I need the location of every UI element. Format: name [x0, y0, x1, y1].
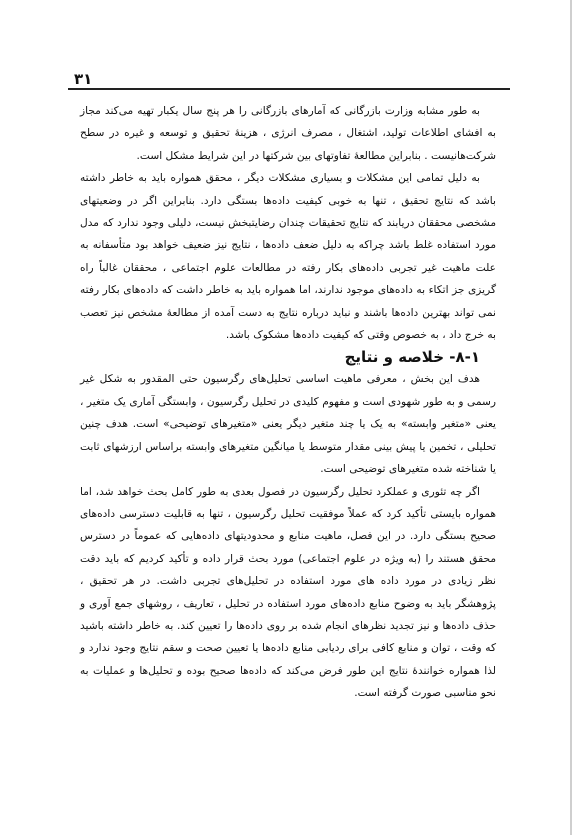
page-body [80, 100, 496, 705]
section-heading: ۸-۱- خلاصه و نتایج [344, 348, 480, 367]
paragraph: اگر چه تئوری و عملکرد تحلیل رگرسیون در فصول بعدی به طور کامل بحث خواهد شد، اما همواره بایستی تأکید کرد که عملاً موفقیت تحلیل رگرسیون ، تنها به قابلیت دسترسی داده‌های صحیح بستگی دارد. در این فصل، ماهیت منابع و محدودیتهای داده‌هایی که عموماً در دسترس محقق هستند را (به ویژه در علوم اجتماعی) مورد بحث قرار داده و تأکید کردیم که باید دقت نظر زیادی در مورد داده های مورد استفاده در تحلیل‌های تجربی داشت. در هر تحقیق ، پژوهشگر باید به وضوح منابع داده‌های مورد استفاده در تحلیل ، تعاریف ، روشهای جمع آوری و حذف داده‌ها و نیز تجدید نظرهای انجام شده بر روی داده‌ها را تعیین کند. به خاطر داشته باشید که وقت ، توان و منابع کافی برای ردیابی منابع داده‌ها یا تعیین صحت و سقم نتایج وجود ندارد و لذا همواره خوانندهٔ نتایج این طور فرض می‌کند که داده‌ها صحیح بوده و تحلیل‌ها و عملیات به نحو مناسبی صورت گرفته است. [80, 485, 496, 700]
header-rule [68, 88, 510, 90]
paragraph: به دلیل تمامی این مشکلات و بسیاری مشکلات دیگر ، محقق همواره باید به خاطر داشته باشد که نتایج تحقیق ، تنها به خوبی کیفیت داده‌ها بستگی دارد. بنابراین اگر در وضعیتهای مشخصی محققان دریابند که نتایج تحقیقات چندان رضایتبخش نیست، دلیلی وجود ندارد که مدل مورد استفاده غلط باشد چراکه به دلیل ضعف داده‌ها ، نتایج نیز ضعیف خواهد بود متأسفانه به علت ماهیت غیر تجربی داده‌های بکار رفته در مطالعات علوم اجتماعی ، محققان غالباً راه گریزی جز اتکاء به داده‌های موجود ندارند، اما همواره باید به خاطر داشت که داده‌های بکار رفته نمی تواند بهترین داده‌ها باشند و نباید درباره نتایج به دست آمده از مطالعهٔ مشخص نیز تعصب به خرج داد ، به خصوص وقتی که کیفیت داده‌ها مشکوک باشد. [80, 172, 496, 342]
paragraph: به طور مشابه وزارت بازرگانی که آمارهای بازرگانی را هر پنج سال یکبار تهیه می‌کند مجاز به افشای اطلاعات تولید، اشتغال ، مصرف انرژی ، هزینهٔ تحقیق و توسعه و غیره در سطح شرکت‌هانیست . بنابراین مطالعهٔ تفاوتهای بین شرکتها در این شرایط مشکل است. [80, 105, 496, 162]
paragraph: هدف این بخش ، معرفی ماهیت اساسی تحلیل‌های رگرسیون حتی المقدور به شکل غیر رسمی و به طور شهودی است و مفهوم کلیدی در تحلیل رگرسیون ، وابستگی آماری یک متغیر ، یعنی «متغیر وابسته» به یک یا چند متغیر دیگر یعنی «متغیرهای توضیحی» است. هدف چنین تحلیلی ، تخمین یا پیش بینی مقدار متوسط یا میانگین متغیرهای وابسته براساس ارزشهای ثابت یا شناخته شده متغیرهای توضیحی است. [80, 373, 496, 476]
page-number: ۳۱ [74, 70, 93, 88]
